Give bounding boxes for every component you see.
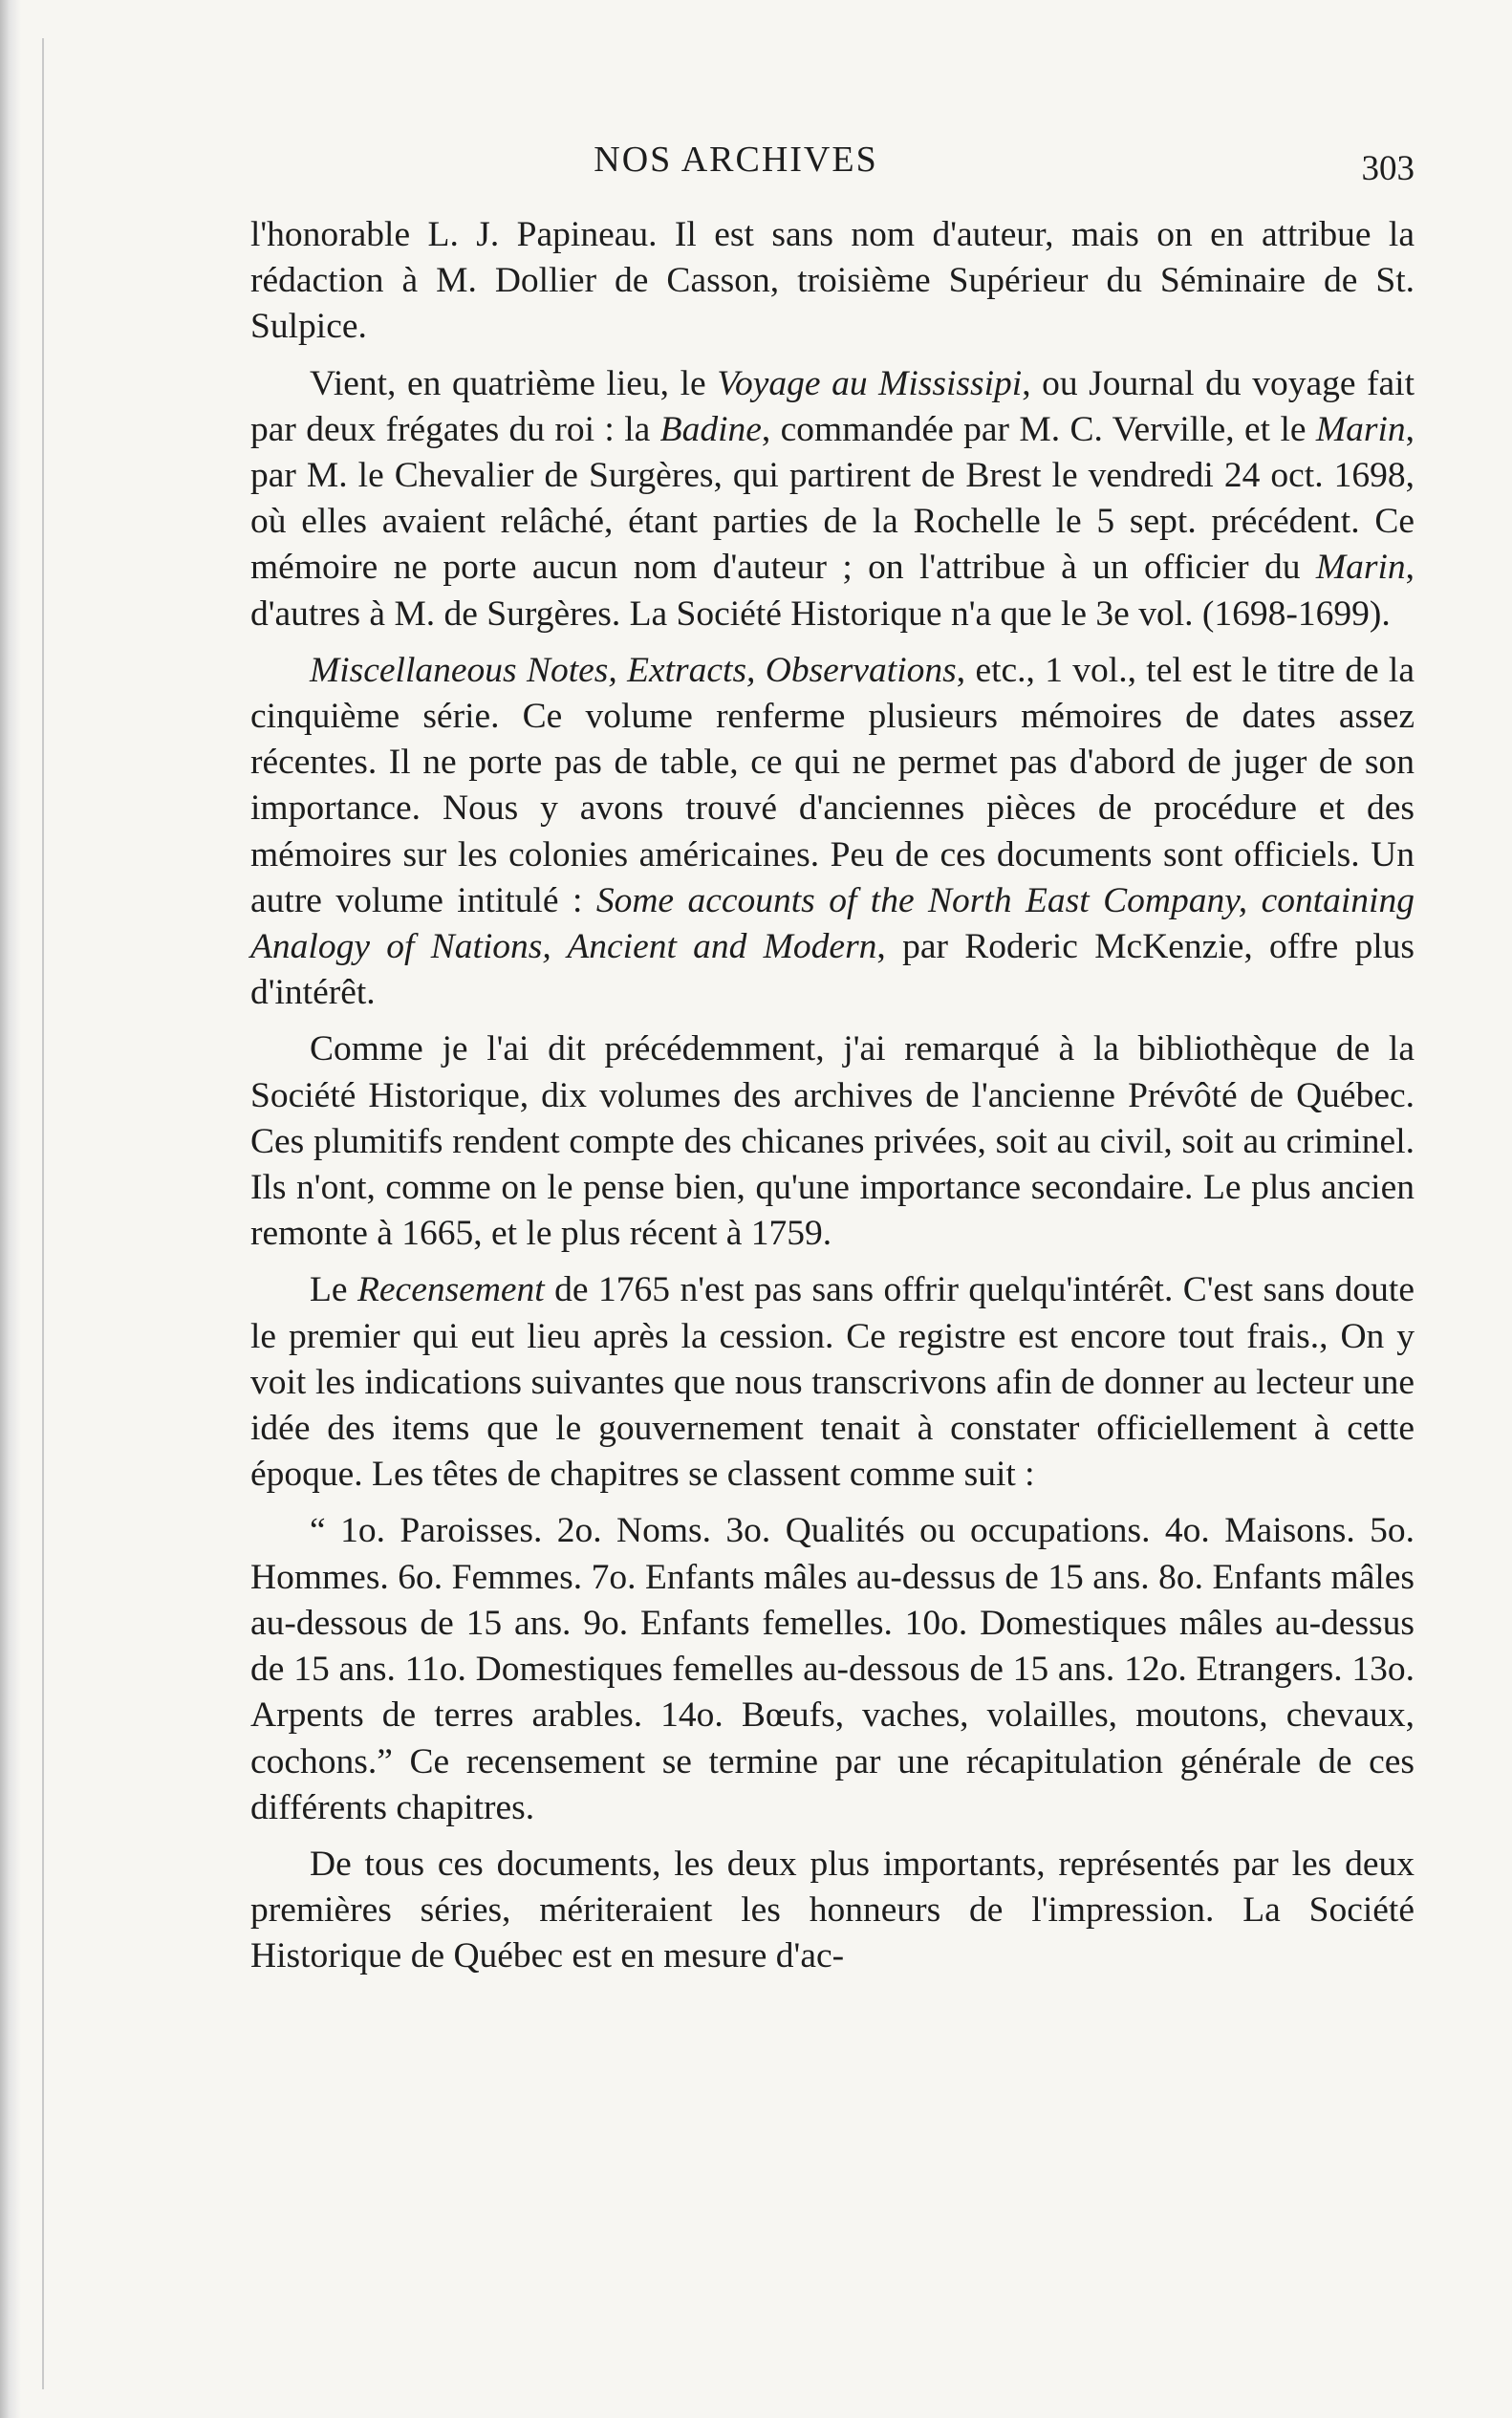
text-run: Comme je l'ai dit précédemment, j'ai remarqué à la bibliothèque de la Société Historique, dix volumes des archives de l'ancienne Prévôté de Québec. Ces plumitifs rendent compte des chicanes privées, soit au civil, soit au criminel. Ils n'ont, comme on le pense bien, qu'une importance secondaire. Le plus ancien remonte à 1665, et le plus récent à 1759. xyxy=(250,1029,1415,1254)
paragraph-7 xyxy=(250,1842,1415,1980)
text-run: , par M. le Chevalier de Surgères, qui partirent de Brest le vendredi 24 oct. 1698, où elles avaient relâché, étant parties de la Rochelle le 5 sept. précédent. Ce mémoire ne porte aucun nom d'auteur ; on l'attribue à un officier du xyxy=(250,409,1415,588)
italic-text: Some accounts of the North East Company, containing Analogy of Nations, Ancient and Modern xyxy=(250,880,1415,967)
paragraph-1 xyxy=(250,212,1415,351)
italic-text: Miscellaneous Notes, Extracts, Observations xyxy=(310,650,957,690)
italic-text: Badine xyxy=(659,409,762,449)
text-run: “ 1o. Paroisses. 2o. Noms. 3o. Qualités ou occupations. 4o. Maisons. 5o. Hommes. 6o. Femmes. 7o. Enfants mâles au-dessus de 15 ans. 8o. Enfants mâles au-dessous de 15 ans. 9o. Enfants femelles. 10o. Domestiques mâles au-dessus de 15 ans. 11o. Domestiques femelles au-dessous de 15 ans. 12o. Etrangers. 13o. Arpents de terres arables. 14o. Bœufs, vaches, volailles, moutons, chevaux, cochons.” Ce recensement se termine par une récapitulation générale de ces différents chapitres. xyxy=(250,1511,1415,1827)
text-run: de 1765 n'est pas sans offrir quelqu'intérêt. C'est sans doute le premier qui eut lieu après la cession. Ce registre est encore tout frais., On y voit les indications suivantes que nous transcrivons afin de donner au lecteur une idée des items que le gouvernement tenait à constater officiellement à cette époque. Les têtes de chapitres se classent comme suit : xyxy=(250,1270,1415,1495)
text-run: , commandée par M. C. Verville, et le xyxy=(761,409,1316,449)
body-text xyxy=(250,212,1415,1991)
text-run: , etc., 1 vol., tel est le titre de la cinquième série. Ce volume renferme plusieurs mémoires de dates assez récentes. Il ne porte pas de table, ce qui ne permet pas d'abord de juger de son importance. Nous y avons trouvé d'anciennes pièces de procédure et des mémoires sur les colonies américaines. Peu de ces documents sont officiels. Un autre volume intitulé : xyxy=(250,650,1415,920)
paragraph-5 xyxy=(250,1267,1415,1498)
text-run: , d'autres à M. de Surgères. La Société Historique n'a que le 3e vol. (1698-1699). xyxy=(250,548,1415,634)
italic-text: Marin xyxy=(1315,409,1406,449)
text-run: Vient, en quatrième lieu, le xyxy=(310,363,718,403)
text-run: , par Roderic McKenzie, offre plus d'intérêt. xyxy=(250,927,1415,1013)
paragraph-2 xyxy=(250,361,1415,637)
text-run: , ou Journal du voyage fait par deux frégates du roi : la xyxy=(250,363,1415,449)
scan-page-edge xyxy=(0,0,21,2418)
paragraph-6 xyxy=(250,1508,1415,1830)
page-header xyxy=(258,139,1415,196)
text-run: De tous ces documents, les deux plus importants, représentés par les deux premières séries, mériteraient les honneurs de l'impression. La Société Historique de Québec est en mesure d'ac- xyxy=(250,1844,1415,1976)
scan-binding-line xyxy=(42,38,44,2389)
text-run: l'honorable L. J. Papineau. Il est sans nom d'auteur, mais on en attribue la rédaction à M. Dollier de Casson, troisième Supérieur du Séminaire de St. Sulpice. xyxy=(250,215,1415,347)
italic-text: Recensement xyxy=(357,1270,545,1310)
paragraph-4 xyxy=(250,1026,1415,1257)
italic-text: Voyage au Mississipi xyxy=(717,363,1023,403)
paragraph-3 xyxy=(250,648,1415,1017)
text-run: Le xyxy=(310,1270,357,1310)
page-number: 303 xyxy=(1361,149,1415,188)
running-title: NOS ARCHIVES xyxy=(594,140,878,180)
italic-text: Marin xyxy=(1315,548,1406,588)
